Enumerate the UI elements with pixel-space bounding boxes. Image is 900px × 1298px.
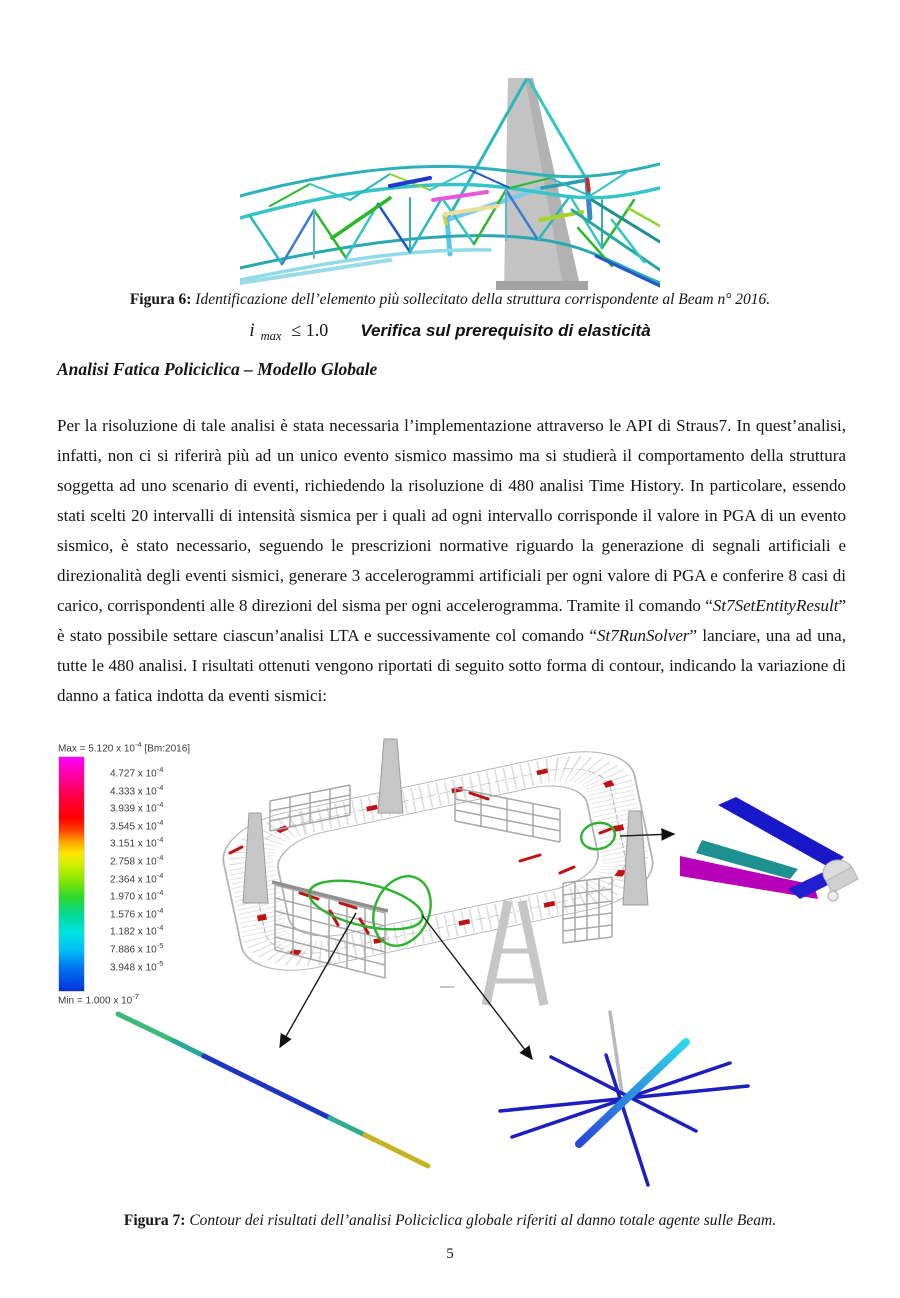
figure6-structural-model-image [240,78,660,290]
elasticity-check-formula [0,320,900,342]
grandstand-grids [270,785,612,978]
figure7-caption-label: Figura 7: [123,1212,186,1229]
stadium-wireframe [216,740,660,987]
command-name: St7RunSolver [596,626,690,645]
legend-value: 2.758 x $10^{-4}$ [110,852,164,868]
legend-value: 3.151 x $10^{-4}$ [110,835,164,850]
command-name: St7SetEntityResult [712,596,839,615]
figure6-caption-text: Identificazione dell’elemento più sollecitato della struttura corrispondente al Beam n° 2016. [191,291,771,308]
legend-value: 1.182 x $10^{-4}$ [110,923,164,938]
legend-value: 4.727 x $10^{-4}$ [110,765,164,780]
formula-subscript: max [260,329,282,343]
annotation-arrows [280,834,674,1059]
figure7-caption-text: Contour dei risultati dell’analisi Policiclica globale riferiti al danno totale agente sulle Beam. [185,1212,777,1229]
formula-note: Verifica sul prerequisito di elasticità [360,321,651,340]
detail-star-beams [500,1012,748,1185]
body-paragraph [57,411,846,711]
legend-value: 3.545 x $10^{-4}$ [110,817,164,833]
legend-max-label: Max = 5.120 x $10^{-4}$ [Bm:2016] [58,740,191,755]
formula-relation: ≤ 1.0 [291,320,329,340]
legend-value: 1.576 x $10^{-4}$ [110,905,164,921]
truss-members [240,80,660,286]
paragraph-text: ” lanciare, una ad una, tutte le 480 analisi. I risultati ottenuti vengono riportati di seguito sotto forma di contour, indicando la variazione di danno a fatica indotta da eventi sismici: [57,626,846,705]
figure7-caption [0,1212,900,1230]
legend-min-label: Min = 1.000 x $10^{-7}$ [58,992,139,1007]
figure6-caption [0,291,900,309]
section-heading: Analisi Fatica Policiclica – Modello Globale [57,359,378,379]
legend-value: 7.886 x $10^{-5}$ [110,940,164,956]
legend-value: 2.364 x $10^{-4}$ [110,870,164,885]
legend-value: 3.939 x $10^{-4}$ [110,800,164,815]
legend-values [110,761,163,972]
detail-corner-beams [680,797,858,901]
paragraph-text: Per la risoluzione di tale analisi è stata necessaria l’implementazione attraverso le API di Straus7. In quest’analisi, infatti, non ci si riferirà più ad un unico evento sismico massimo ma si studierà il comportamento della struttura soggetta ad uno scenario di eventi, richiedendo la risoluzione di 480 analisi Time History. In particolare, essendo stati scelti 20 intervalli di intensità sismica per i quali ad ogni intervallo corrisponde il valore in PGA di un evento sismico, è stato necessario, seguendo le prescrizioni normative riguardo la generazione di segnali artificiali e direzionalità degli eventi sismici, generare 3 accelerogrammi artificiali per ogni valore di PGA e conferire 8 casi di carico, corrispondenti alle 8 direzioni del sisma per ogni accelerogramma. Tramite il comando “ [57,416,846,615]
legend-color-bar [58,756,85,992]
detail-single-beam [118,1014,428,1166]
legend-value: 1.970 x $10^{-4}$ [110,888,164,903]
paragraph-text: ” è stato possibile settare ciascun’analisi LTA e successivamente col comando “ [57,596,846,645]
figure6-caption-label: Figura 6: [129,291,192,308]
formula-variable: i [249,320,255,341]
legend-value: 3.948 x $10^{-5}$ [110,958,164,973]
legend-value: 4.333 x $10^{-4}$ [110,782,164,797]
page-number: 5 [446,1246,454,1262]
